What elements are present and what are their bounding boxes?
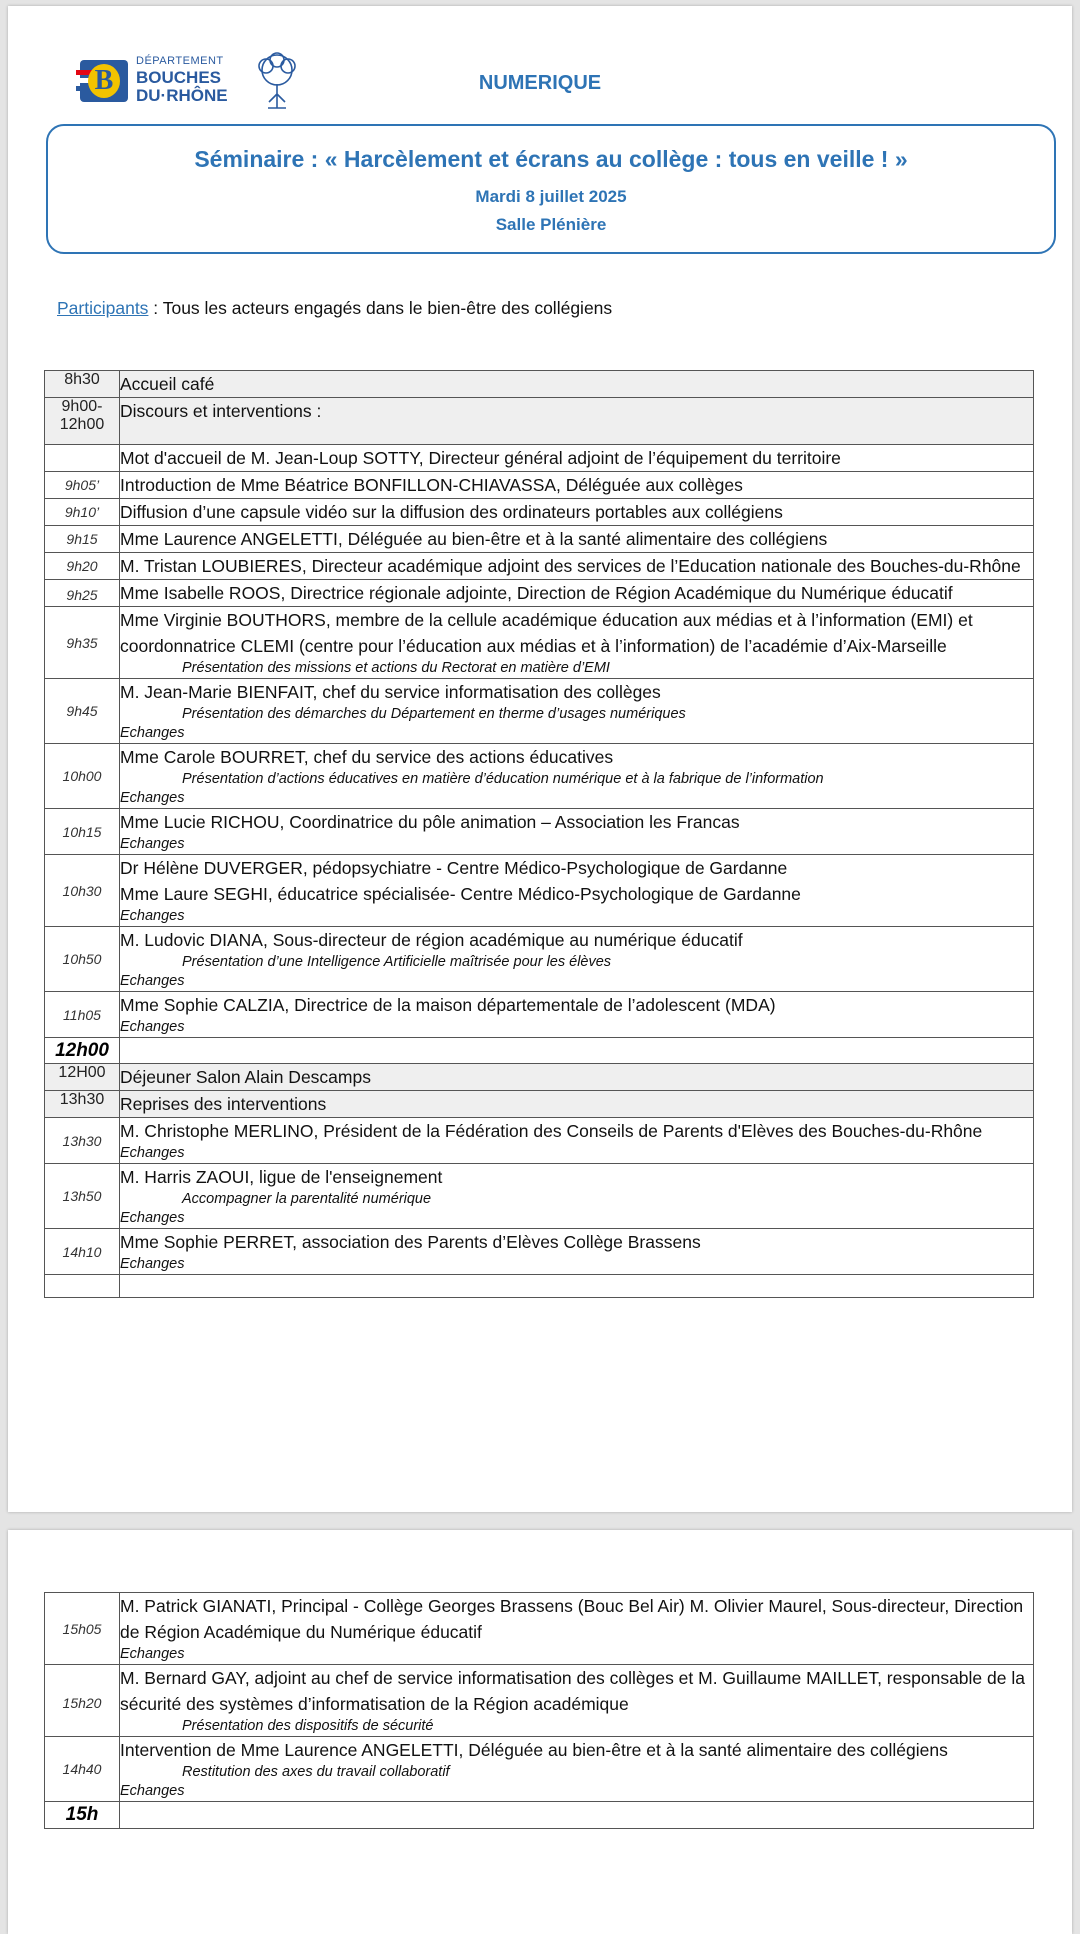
agenda-cell xyxy=(120,809,1034,855)
program-table xyxy=(44,370,1034,1298)
agenda-item-text: M. Bernard GAY, adjoint au chef de service informatisation des collèges et M. Guillaume MAILLET, responsable de la sécurité des systèmes d’informatisation de la Région académique xyxy=(120,1668,1025,1714)
program-row xyxy=(45,499,1034,526)
time-cell: 9h25 xyxy=(45,580,120,607)
agenda-item-text: Mme Sophie PERRET, association des Parents d’Elèves Collège Brassens xyxy=(120,1232,701,1252)
agenda-cell xyxy=(120,1091,1034,1118)
time-cell: 15h20 xyxy=(45,1665,120,1737)
agenda-item-echanges: Echanges xyxy=(120,1210,185,1226)
program-row xyxy=(45,679,1034,744)
document-page-1 xyxy=(8,6,1072,1512)
agenda-cell xyxy=(120,607,1034,679)
agenda-item-text: M. Harris ZAOUI, ligue de l'enseignement xyxy=(120,1167,443,1187)
agenda-cell xyxy=(120,992,1034,1038)
agenda-cell xyxy=(120,553,1034,580)
agenda-item-echanges: Echanges xyxy=(120,725,185,741)
agenda-item-echanges: Echanges xyxy=(120,1019,185,1035)
agenda-item-text: Discours et interventions : xyxy=(120,401,322,421)
time-cell: 9h00- 12h00 xyxy=(45,398,120,445)
logo-line-1: DÉPARTEMENT xyxy=(136,55,224,67)
agenda-item-text: Accueil café xyxy=(120,374,215,394)
time-cell xyxy=(45,445,120,472)
time-cell: 10h15 xyxy=(45,809,120,855)
program-row xyxy=(45,553,1034,580)
agenda-cell xyxy=(120,1064,1034,1091)
program-row xyxy=(45,744,1034,809)
seminar-room: Salle Plénière xyxy=(495,215,607,234)
time-cell: 8h30 xyxy=(45,371,120,398)
time-cell: 9h10’ xyxy=(45,499,120,526)
agenda-item-text: Reprises des interventions xyxy=(120,1094,327,1114)
agenda-item-text: M. Patrick GIANATI, Principal - Collège Georges Brassens (Bouc Bel Air) M. Olivier Maurel, Sous-directeur, Direction de Région Académique du Numérique éducatif xyxy=(120,1596,1024,1642)
program-row xyxy=(45,1164,1034,1229)
agenda-item-echanges: Echanges xyxy=(120,836,185,852)
agenda-item-detail: Présentation des missions et actions du Rectorat en matière d’EMI xyxy=(182,660,610,676)
program-row xyxy=(45,1038,1034,1064)
agenda-item-text: Diffusion d’une capsule vidéo sur la diffusion des ordinateurs portables aux collégiens xyxy=(120,502,783,522)
agenda-cell xyxy=(120,1275,1034,1298)
time-cell: 14h10 xyxy=(45,1229,120,1275)
program-row xyxy=(45,809,1034,855)
logo-line-2: BOUCHES xyxy=(136,68,222,87)
agenda-cell xyxy=(120,1038,1034,1064)
agenda-cell xyxy=(120,526,1034,553)
time-cell: 10h30 xyxy=(45,855,120,927)
seminar-title: Séminaire : « Harcèlement et écrans au collège : tous en veille ! » xyxy=(194,146,908,172)
agenda-cell xyxy=(120,499,1034,526)
participants-line xyxy=(57,298,612,319)
program-row xyxy=(45,855,1034,927)
time-cell: 9h05’ xyxy=(45,472,120,499)
document-page-2 xyxy=(8,1530,1072,1934)
agenda-item-detail: Présentation des dispositifs de sécurité xyxy=(182,1718,434,1734)
program-row xyxy=(45,992,1034,1038)
time-cell: 9h35 xyxy=(45,607,120,679)
agenda-cell xyxy=(120,1737,1034,1802)
agenda-item-text: Mot d'accueil de M. Jean-Loup SOTTY, Directeur général adjoint de l’équipement du territoire xyxy=(120,448,841,468)
category-heading: NUMERIQUE xyxy=(478,72,602,94)
time-cell: 15h05 xyxy=(45,1593,120,1665)
logo-line-3: DU·RHÔNE xyxy=(136,86,228,105)
agenda-item-text: Intervention de Mme Laurence ANGELETTI, Déléguée au bien-être et à la santé alimentaire des collégiens xyxy=(120,1740,948,1760)
agenda-cell xyxy=(120,1665,1034,1737)
agenda-item-text: Mme Laurence ANGELETTI, Déléguée au bien-être et à la santé alimentaire des collégiens xyxy=(120,529,828,549)
agenda-item-text: Introduction de Mme Béatrice BONFILLON-CHIAVASSA, Déléguée aux collèges xyxy=(120,475,743,495)
time-cell: 9h20 xyxy=(45,553,120,580)
program-row xyxy=(45,1593,1034,1665)
time-cell xyxy=(45,1275,120,1298)
seminar-date: Mardi 8 juillet 2025 xyxy=(475,187,627,206)
program-row xyxy=(45,1665,1034,1737)
agenda-cell xyxy=(120,398,1034,445)
agenda-item-text: Mme Isabelle ROOS, Directrice régionale adjointe, Direction de Région Académique du Numérique éducatif xyxy=(120,583,953,603)
agenda-item-detail: Accompagner la parentalité numérique xyxy=(182,1191,432,1207)
program-row xyxy=(45,1064,1034,1091)
time-cell: 14h40 xyxy=(45,1737,120,1802)
agenda-cell xyxy=(120,1802,1034,1829)
time-cell: 9h45 xyxy=(45,679,120,744)
program-row xyxy=(45,927,1034,992)
agenda-item-echanges: Echanges xyxy=(120,1646,185,1662)
time-cell: 9h15 xyxy=(45,526,120,553)
agenda-item-detail: Présentation d’une Intelligence Artificielle maîtrisée pour les élèves xyxy=(182,954,612,970)
agenda-item-text: Mme Laure SEGHI, éducatrice spécialisée- Centre Médico-Psychologique de Gardanne xyxy=(120,884,801,904)
agenda-item-echanges: Echanges xyxy=(120,1256,185,1272)
agenda-cell xyxy=(120,445,1034,472)
agenda-item-text: Mme Sophie CALZIA, Directrice de la maison départementale de l’adolescent (MDA) xyxy=(120,995,776,1015)
time-cell: 10h50 xyxy=(45,927,120,992)
agenda-item-text: Mme Virginie BOUTHORS, membre de la cellule académique éducation aux médias et à l’information (EMI) et coordonnatrice CLEMI (centre pour l’éducation aux médias et à l’information) de l’académie d’Aix-Marseille xyxy=(120,610,973,656)
agenda-item-echanges: Echanges xyxy=(120,1145,185,1161)
agenda-cell xyxy=(120,927,1034,992)
program-table-continued xyxy=(44,1592,1034,1829)
logo-b-emblem-icon: B xyxy=(80,60,128,102)
program-row xyxy=(45,398,1034,445)
agenda-item-text: Déjeuner Salon Alain Descamps xyxy=(120,1067,371,1087)
agenda-item-echanges: Echanges xyxy=(120,973,185,989)
agenda-cell xyxy=(120,580,1034,607)
time-cell: 13h30 xyxy=(45,1091,120,1118)
participants-label: Participants xyxy=(57,298,149,318)
agenda-item-echanges: Echanges xyxy=(120,908,185,924)
agenda-cell xyxy=(120,1593,1034,1665)
program-row xyxy=(45,1091,1034,1118)
agenda-cell xyxy=(120,679,1034,744)
program-row xyxy=(45,472,1034,499)
program-row xyxy=(45,371,1034,398)
agenda-item-detail: Restitution des axes du travail collaboratif xyxy=(182,1764,450,1780)
agenda-cell xyxy=(120,744,1034,809)
program-row xyxy=(45,580,1034,607)
agenda-item-text: M. Jean-Marie BIENFAIT, chef du service informatisation des collèges xyxy=(120,682,661,702)
time-cell: 10h00 xyxy=(45,744,120,809)
time-cell: 15h xyxy=(45,1802,120,1829)
agenda-item-detail: Présentation d’actions éducatives en matière d’éducation numérique et à la fabrique de l’information xyxy=(182,771,824,787)
program-row xyxy=(45,526,1034,553)
agenda-item-text: M. Ludovic DIANA, Sous-directeur de région académique au numérique éducatif xyxy=(120,930,743,950)
time-cell: 11h05 xyxy=(45,992,120,1038)
program-row xyxy=(45,1229,1034,1275)
agenda-cell xyxy=(120,1229,1034,1275)
agenda-item-text: Mme Lucie RICHOU, Coordinatrice du pôle animation – Association les Francas xyxy=(120,812,740,832)
agenda-item-detail: Présentation des démarches du Département en therme d’usages numériques xyxy=(182,706,686,722)
agenda-cell xyxy=(120,1118,1034,1164)
agenda-item-echanges: Echanges xyxy=(120,790,185,806)
seminar-title-box xyxy=(46,124,1056,254)
agenda-item-text: Mme Carole BOURRET, chef du service des actions éducatives xyxy=(120,747,614,767)
agenda-cell xyxy=(120,371,1034,398)
time-cell: 13h30 xyxy=(45,1118,120,1164)
agenda-cell xyxy=(120,855,1034,927)
time-cell: 12h00 xyxy=(45,1038,120,1064)
program-row xyxy=(45,1275,1034,1298)
time-cell: 12H00 xyxy=(45,1064,120,1091)
agenda-item-text: M. Christophe MERLINO, Président de la Fédération des Conseils de Parents d'Elèves des Bouches-du-Rhône xyxy=(120,1121,983,1141)
program-row xyxy=(45,1737,1034,1802)
agenda-item-text: M. Tristan LOUBIERES, Directeur académique adjoint des services de l’Education nationale des Bouches-du-Rhône xyxy=(120,556,1021,576)
program-row xyxy=(45,607,1034,679)
time-cell: 13h50 xyxy=(45,1164,120,1229)
program-row xyxy=(45,1802,1034,1829)
agenda-cell xyxy=(120,1164,1034,1229)
agenda-item-text: Dr Hélène DUVERGER, pédopsychiatre - Centre Médico-Psychologique de Gardanne xyxy=(120,858,788,878)
agenda-item-echanges: Echanges xyxy=(120,1783,185,1799)
program-row xyxy=(45,445,1034,472)
program-row xyxy=(45,1118,1034,1164)
participants-text: : Tous les acteurs engagés dans le bien-être des collégiens xyxy=(148,298,613,318)
agenda-cell xyxy=(120,472,1034,499)
